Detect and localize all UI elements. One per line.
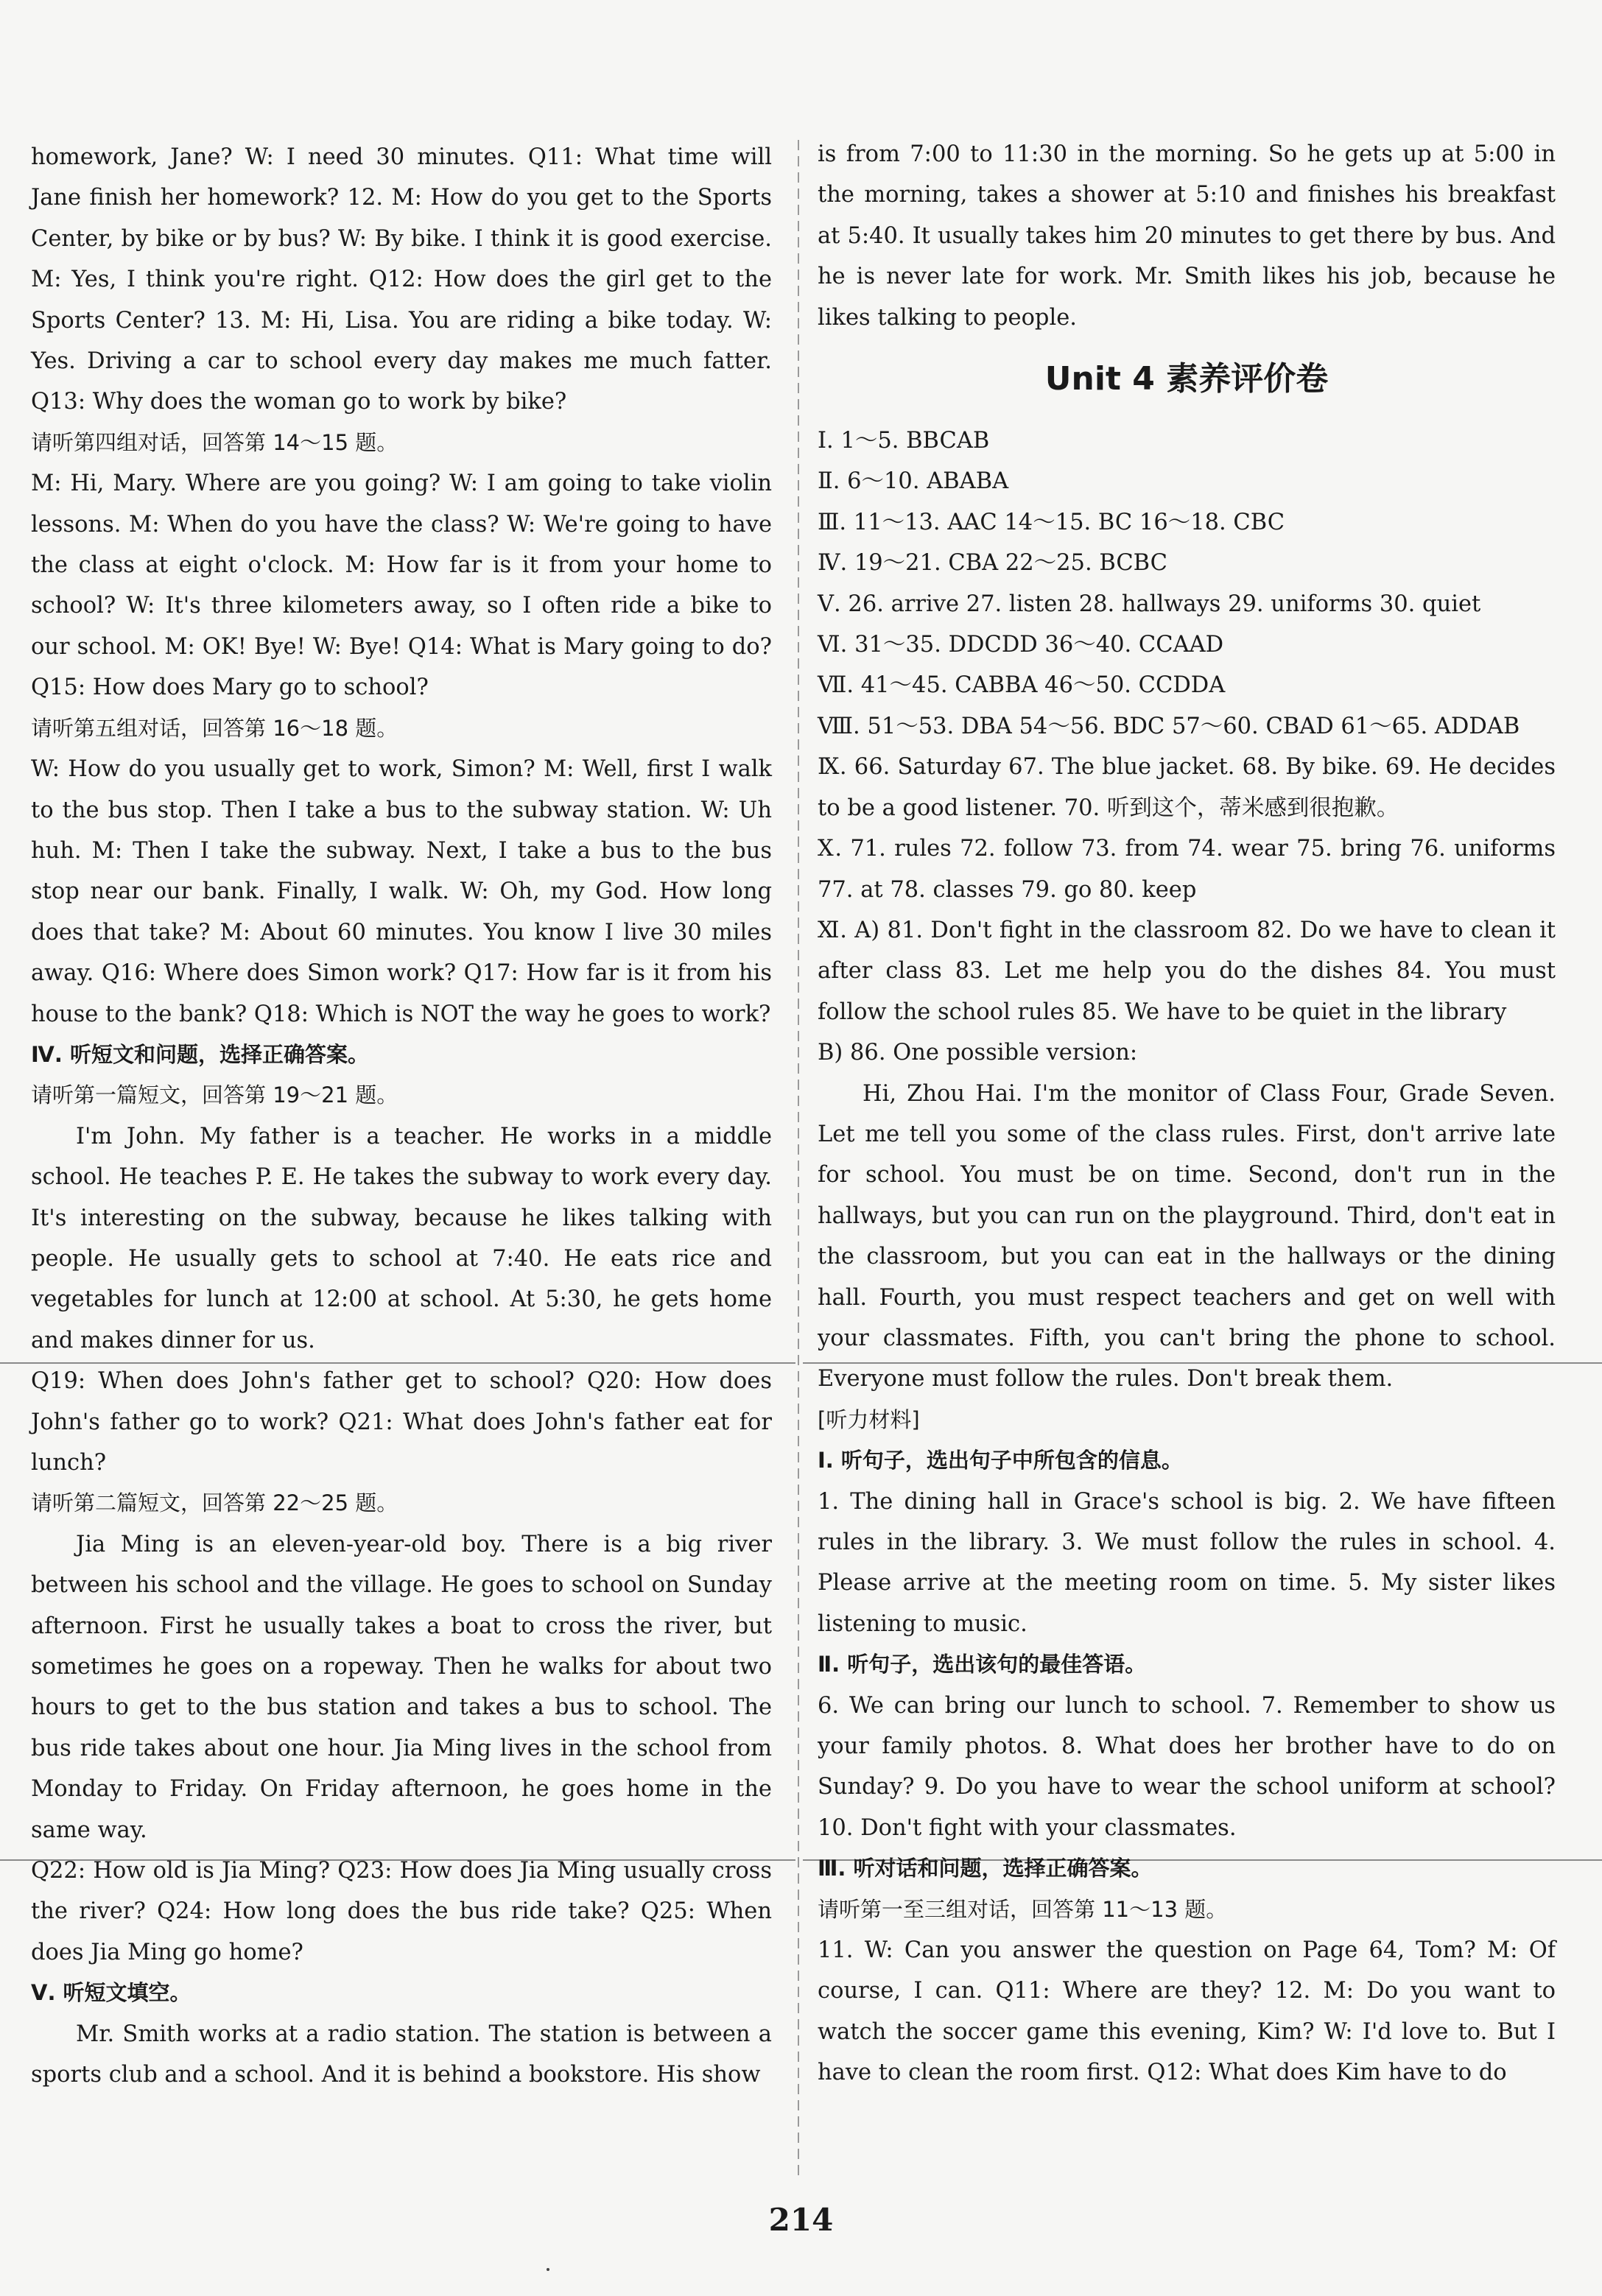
dust-speck	[547, 2268, 549, 2271]
answer-line: B) 86. One possible version:	[818, 1040, 1138, 1066]
left-column	[31, 137, 772, 2096]
left-paragraph: Q19: When does John's father get to school? Q20: How does John's father go to work? Q21: What does John's father eat for lunch?	[31, 1368, 772, 1476]
unit-title: Unit 4 素养评价卷	[1044, 360, 1329, 398]
page-number: 214	[768, 2202, 834, 2238]
answer-line: Ⅰ. 1～5. BBCAB	[818, 428, 990, 454]
left-paragraph: 请听第五组对话，回答第 16～18 题。	[31, 715, 398, 741]
right-column-intro: is from 7:00 to 11:30 in the morning. So he gets up at 5:00 in the morning, takes a shower at 5:10 and finishes his breakfast at 5:40. It usually takes him 20 minutes to get there by bus. And he is never late for work. Mr. Smith likes his job, because he likes talking to people.	[818, 141, 1556, 331]
left-paragraph: W: How do you usually get to work, Simon? M: Well, first I walk to the bus stop. Then I take a bus to the subway station. W: Uh huh. M: Then I take the subway. Next, I take a bus to the bus stop near our bank. Finally, I walk. W: Oh, my God. How long does that take? M: About 60 minutes. You know I live 30 miles away. Q16: Where does Simon work? Q17: How far is it from his house to the bank? Q18: Which is NOT the way he goes to work?	[31, 756, 772, 1027]
answer-line: Ⅹ. 71. rules 72. follow 73. from 74. wear 75. bring 76. uniforms 77. at 78. classes 79. go 80. keep	[818, 836, 1556, 903]
answer-line: Ⅺ. A) 81. Don't fight in the classroom 82. Do we have to clean it after class 83. Let me help you do the dishes 84. You must follow the school rules 85. We have to be quiet in the library	[818, 917, 1556, 1025]
left-paragraph: 请听第二篇短文，回答第 22～25 题。	[31, 1490, 398, 1516]
column-divider	[798, 140, 799, 2180]
listening-materials	[818, 1440, 1556, 2093]
listening-paragraph: Ⅲ. 听对话和问题，选择正确答案。	[818, 1856, 1153, 1881]
listening-paragraph: 11. W: Can you answer the question on Page 64, Tom? M: Of course, I can. Q11: Where are they? 12. M: Do you want to watch the soccer game this evening, Kim? W: I'd love to. But I have to clean the room first. Q12: What does Kim have to do	[818, 1937, 1556, 2086]
listening-paragraph: 1. The dining hall in Grace's school is big. 2. We have fifteen rules in the library. 3. We must follow the rules in school. 4. Please arrive at the meeting room on time. 5. My sister likes listening to music.	[818, 1488, 1556, 1637]
left-paragraph: Q22: How old is Jia Ming? Q23: How does Jia Ming usually cross the river? Q24: How long does the bus ride take? Q25: When does Jia Ming go home?	[31, 1858, 772, 1965]
answer-line: Ⅸ. 66. Saturday 67. The blue jacket. 68. By bike. 69. He decides to be a good listener. 70. 听到这个，蒂米感到很抱歉。	[818, 754, 1556, 821]
left-paragraph: 请听第一篇短文，回答第 19～21 题。	[31, 1082, 398, 1108]
answer-line: Ⅴ. 26. arrive 27. listen 28. hallways 29. uniforms 30. quiet	[818, 591, 1481, 617]
answer-line: Ⅷ. 51～53. DBA 54～56. BDC 57～60. CBAD 61～65. ADDAB	[818, 713, 1520, 739]
left-paragraph: homework, Jane? W: I need 30 minutes. Q11: What time will Jane finish her homework? 12. M: How do you get to the Sports Center, by bike or by bus? W: By bike. I think it is good exercise. M: Yes, I think you're right. Q12: How does the girl get to the Sports Center? 13. M: Hi, Lisa. You are riding a bike today. W: Yes. Driving a car to school every day makes me much fatter. Q13: Why does the woman go to work by bike?	[31, 144, 772, 415]
listening-paragraph: 请听第一至三组对话，回答第 11～13 题。	[818, 1896, 1228, 1922]
answer-line: Ⅳ. 19～21. CBA 22～25. BCBC	[818, 550, 1167, 577]
essay: Hi, Zhou Hai. I'm the monitor of Class Four, Grade Seven. Let me tell you some of the class rules. First, don't arrive late for school. You must be on time. Second, don't run in the hallways, but you can run on the playground. Third, don't eat in the classroom, but you can eat in the hallways or the dining hall. Fourth, you must respect teachers and get on well with your classmates. Fifth, you can't bring the phone to school. Everyone must follow the rules. Don't break them.	[818, 1080, 1556, 1392]
listening-label: [听力材料]	[818, 1406, 920, 1432]
left-paragraph: I'm John. My father is a teacher. He works in a middle school. He teaches P. E. He takes the subway to work every day. It's interesting on the subway, because he likes talking with people. He usually gets to school at 7:40. He eats rice and vegetables for lunch at 12:00 at school. At 5:30, he gets home and makes dinner for us.	[31, 1123, 772, 1353]
listening-paragraph: Ⅰ. 听句子，选出句子中所包含的信息。	[818, 1448, 1183, 1473]
answer-line: Ⅵ. 31～35. DDCDD 36～40. CCAAD	[818, 632, 1224, 658]
left-paragraph: 请听第四组对话，回答第 14～15 题。	[31, 429, 398, 455]
left-paragraph: Ⅴ. 听短文填空。	[31, 1980, 192, 2006]
answer-key	[818, 420, 1556, 1074]
left-paragraph: Jia Ming is an eleven-year-old boy. There is a big river between his school and the village. He goes to school on Sunday afternoon. First he usually takes a boat to cross the river, but sometimes he goes on a ropeway. Then he walks for about two hours to get to the bus station and takes a bus to school. The bus ride takes about one hour. Jia Ming lives in the school from Monday to Friday. On Friday afternoon, he goes home in the same way.	[31, 1531, 772, 1843]
left-paragraph: Ⅳ. 听短文和问题，选择正确答案。	[31, 1041, 369, 1067]
right-column	[818, 134, 1556, 2093]
listening-paragraph: 6. We can bring our lunch to school. 7. Remember to show us your family photos. 8. What does her brother have to do on Sunday? 9. Do you have to wear the school uniform at school? 10. Don't fight with your classmates.	[818, 1692, 1556, 1841]
listening-paragraph: Ⅱ. 听句子，选出该句的最佳答语。	[818, 1652, 1147, 1677]
left-paragraph: Mr. Smith works at a radio station. The station is between a sports club and a school. And it is behind a bookstore. His show	[31, 2021, 772, 2088]
answer-line: Ⅶ. 41～45. CABBA 46～50. CCDDA	[818, 672, 1226, 699]
left-paragraph: M: Hi, Mary. Where are you going? W: I am going to take violin lessons. M: When do you have the class? W: We're going to have the class at eight o'clock. M: How far is it from your home to school? W: It's three kilometers away, so I often ride a bike to our school. M: OK! Bye! W: Bye! Q14: What is Mary going to do? Q15: How does Mary go to school?	[31, 471, 772, 701]
answer-line: Ⅲ. 11～13. AAC 14～15. BC 16～18. CBC	[818, 509, 1285, 535]
answer-line: Ⅱ. 6～10. ABABA	[818, 468, 1009, 495]
